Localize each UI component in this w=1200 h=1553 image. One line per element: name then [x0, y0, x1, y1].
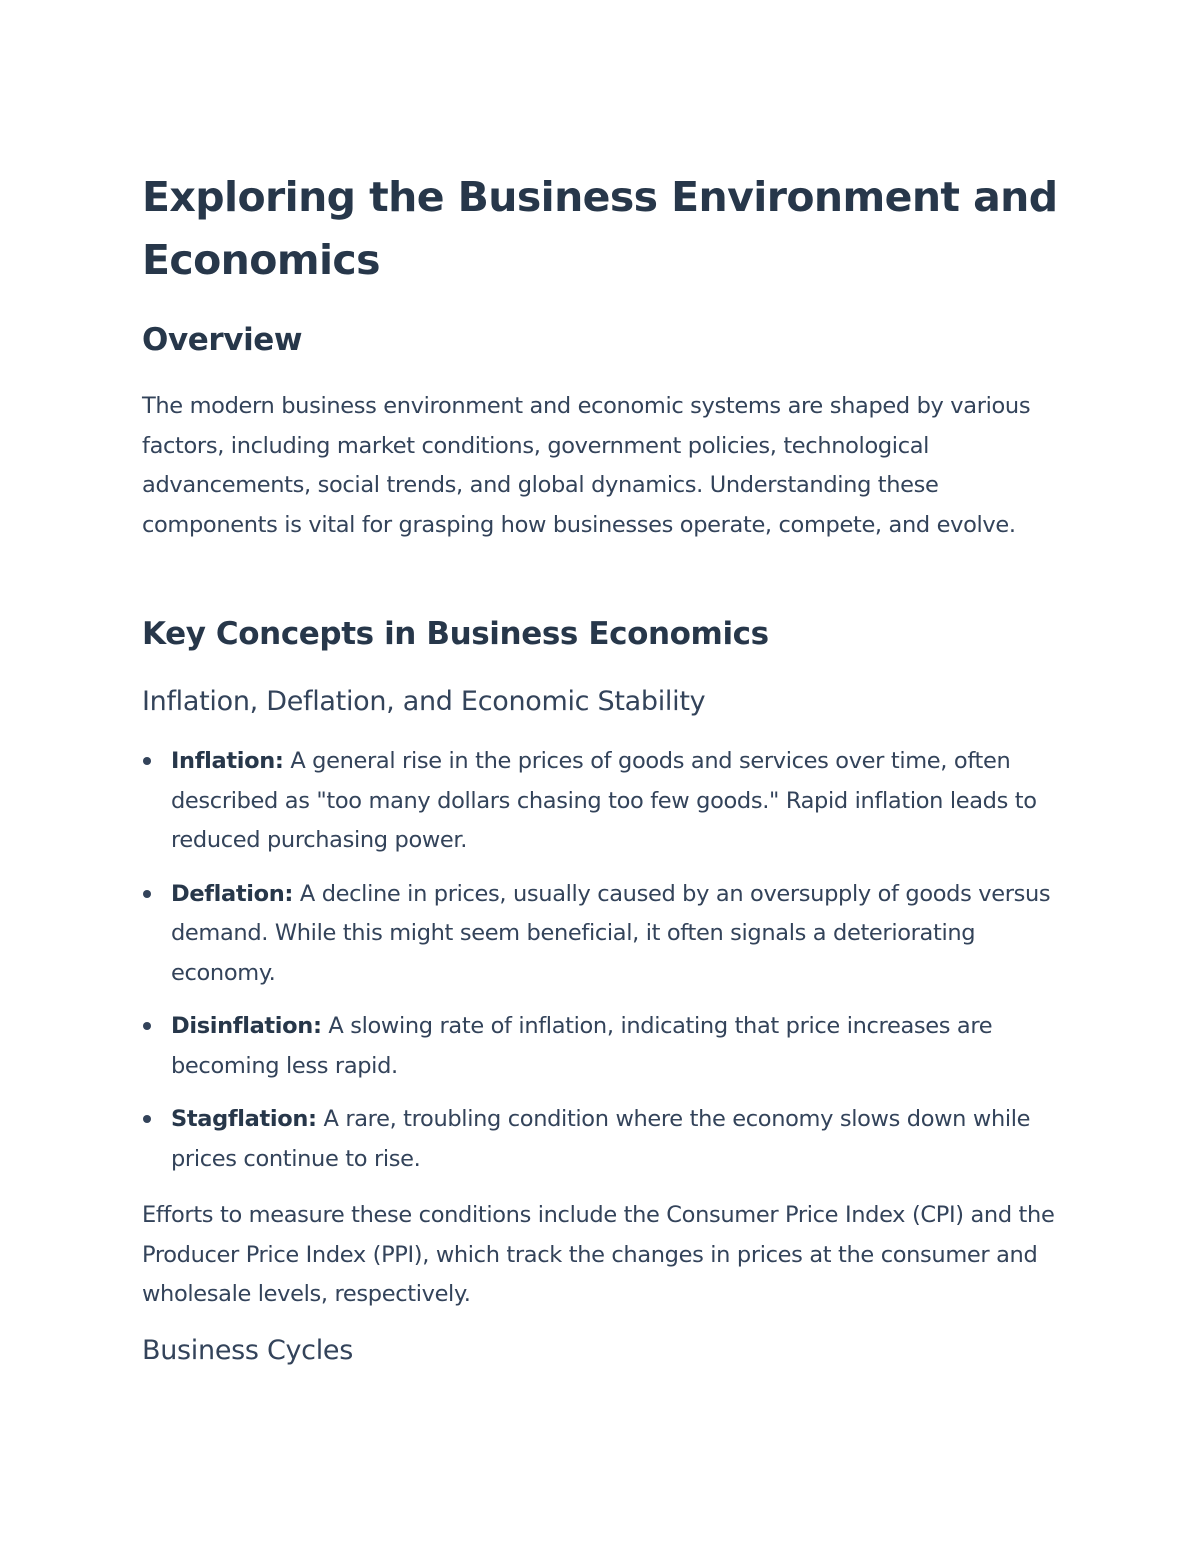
business-cycles-heading: Business Cycles — [142, 1335, 353, 1366]
term-stagflation: Stagflation: — [171, 1106, 317, 1132]
definition-disinflation: A slowing rate of inflation, indicating that price increases are becoming less rapid. — [171, 1013, 993, 1079]
overview-heading: Overview — [142, 322, 303, 358]
term-deflation: Deflation: — [171, 880, 294, 907]
term-inflation: Inflation: — [171, 748, 284, 774]
concepts-list — [142, 742, 1062, 1193]
bullet-icon — [143, 1115, 151, 1123]
bullet-icon — [143, 890, 151, 898]
definition-stagflation: A rare, troubling condition where the economy slows down while prices continue to rise. — [171, 1106, 1031, 1172]
bullet-icon — [143, 757, 151, 765]
list-item-deflation — [142, 875, 1062, 994]
term-disinflation: Disinflation: — [171, 1013, 322, 1039]
list-item-disinflation — [142, 1007, 1062, 1086]
list-item-stagflation — [142, 1100, 1062, 1179]
definition-deflation: A decline in prices, usually caused by an oversupply of goods versus demand. While this might seem beneficial, it often signals a deteriorating economy. — [171, 880, 1051, 986]
key-concepts-heading: Key Concepts in Business Economics — [142, 616, 769, 652]
inflation-section-heading: Inflation, Deflation, and Economic Stability — [142, 686, 706, 717]
bullet-icon — [143, 1022, 151, 1030]
measurement-paragraph: Efforts to measure these conditions include the Consumer Price Index (CPI) and the Producer Price Index (PPI), which track the changes in prices at the consumer and wholesale levels, respectively. — [142, 1202, 1055, 1307]
overview-paragraph: The modern business environment and economic systems are shaped by various factors, including market conditions, government policies, technological advancements, social trends, and global dynamics. Understanding these components is vital for grasping how businesses operate, compete, and evolve. — [142, 393, 1031, 538]
list-item-inflation — [142, 742, 1062, 861]
definition-inflation: A general rise in the prices of goods and services over time, often described as "too many dollars chasing too few goods." Rapid inflation leads to reduced purchasing power. — [171, 748, 1037, 853]
document-title: Exploring the Business Environment and Economics — [142, 173, 1058, 284]
